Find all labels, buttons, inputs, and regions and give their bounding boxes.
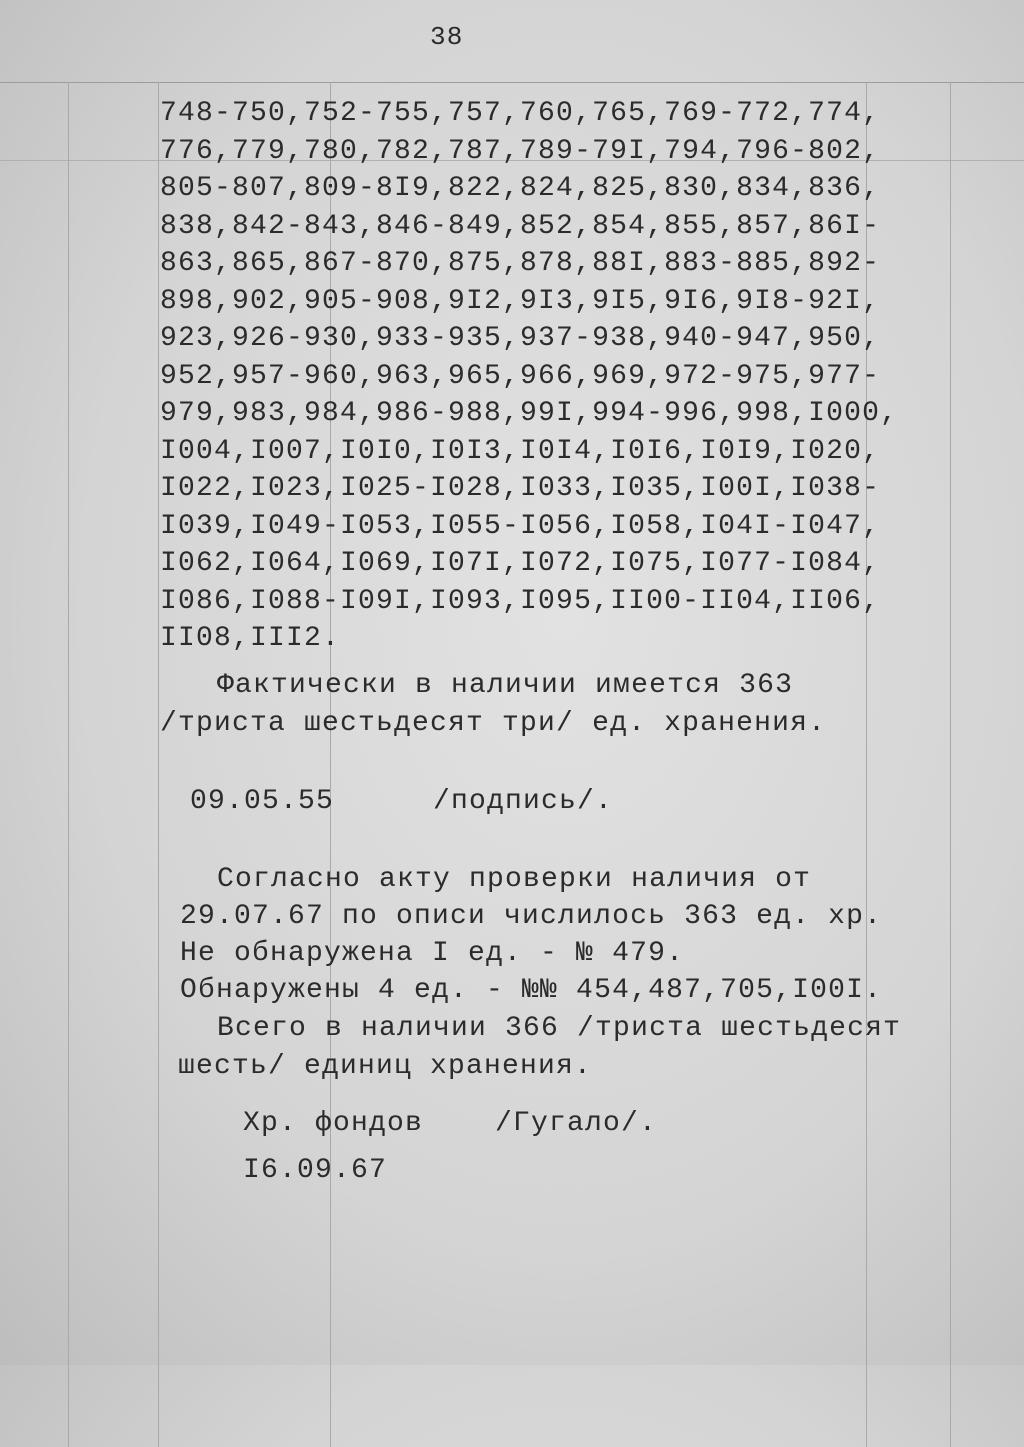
number-list-line: 838,842-843,846-849,852,854,855,857,86I- <box>160 210 881 242</box>
signer-name: /Гугало/. <box>495 1108 658 1139</box>
signature-date: I6.09.67 <box>243 1155 388 1186</box>
note-line: Обнаружены 4 ед. - №№ 454,487,705,I00I. <box>180 975 883 1006</box>
signature-date: 09.05.55 <box>190 786 335 817</box>
number-list-line: 863,865,867-870,875,878,88I,883-885,892- <box>160 248 881 279</box>
number-list-line: 748-750,752-755,757,760,765,769-772,774, <box>160 98 881 129</box>
number-list-line: I022,I023,I025-I028,I033,I035,I00I,I038- <box>160 473 881 504</box>
ruled-line <box>950 82 951 1447</box>
note-line: /триста шестьдесят три/ ед. хранения. <box>160 708 827 739</box>
ruled-line <box>158 82 159 1447</box>
note-line: шесть/ единиц хранения. <box>178 1051 593 1082</box>
number-list-line: I086,I088-I09I,I093,I095,II00-II04,II06, <box>160 585 881 617</box>
number-list-line: I039,I049-I053,I055-I056,I058,I04I-I047, <box>160 510 881 542</box>
note-line: Фактически в наличии имеется 363 <box>217 670 794 701</box>
note-line: 29.07.67 по описи числилось 363 ед. хр. <box>180 901 883 932</box>
page-number: 38 <box>430 22 464 52</box>
note-line: Согласно акту проверки наличия от <box>217 864 812 895</box>
number-list-line: II08,III2. <box>160 623 341 654</box>
signature: /подпись/. <box>433 786 614 817</box>
number-list-line: I004,I007,I0I0,I0I3,I0I4,I0I6,I0I9,I020, <box>160 435 881 467</box>
note-line: Не обнаружена I ед. - № 479. <box>180 938 685 969</box>
number-list-line: 923,926-930,933-935,937-938,940-947,950, <box>160 323 881 354</box>
ruled-line <box>68 82 69 1447</box>
number-list-line: 952,957-960,963,965,966,969,972-975,977- <box>160 360 881 392</box>
number-list-line: 776,779,780,782,787,789-79I,794,796-802, <box>160 135 881 167</box>
ruled-line <box>0 82 1024 83</box>
note-line: Всего в наличии 366 /триста шестьдесят <box>217 1013 902 1044</box>
number-list-line: 898,902,905-908,9I2,9I3,9I5,9I6,9I8-92I, <box>160 285 881 317</box>
number-list-line: I062,I064,I069,I07I,I072,I075,I077-I084, <box>160 548 881 579</box>
signer-position: Хр. фондов <box>243 1108 424 1139</box>
number-list-line: 805-807,809-8I9,822,824,825,830,834,836, <box>160 173 881 204</box>
number-list-line: 979,983,984,986-988,99I,994-996,998,I000, <box>160 398 899 429</box>
